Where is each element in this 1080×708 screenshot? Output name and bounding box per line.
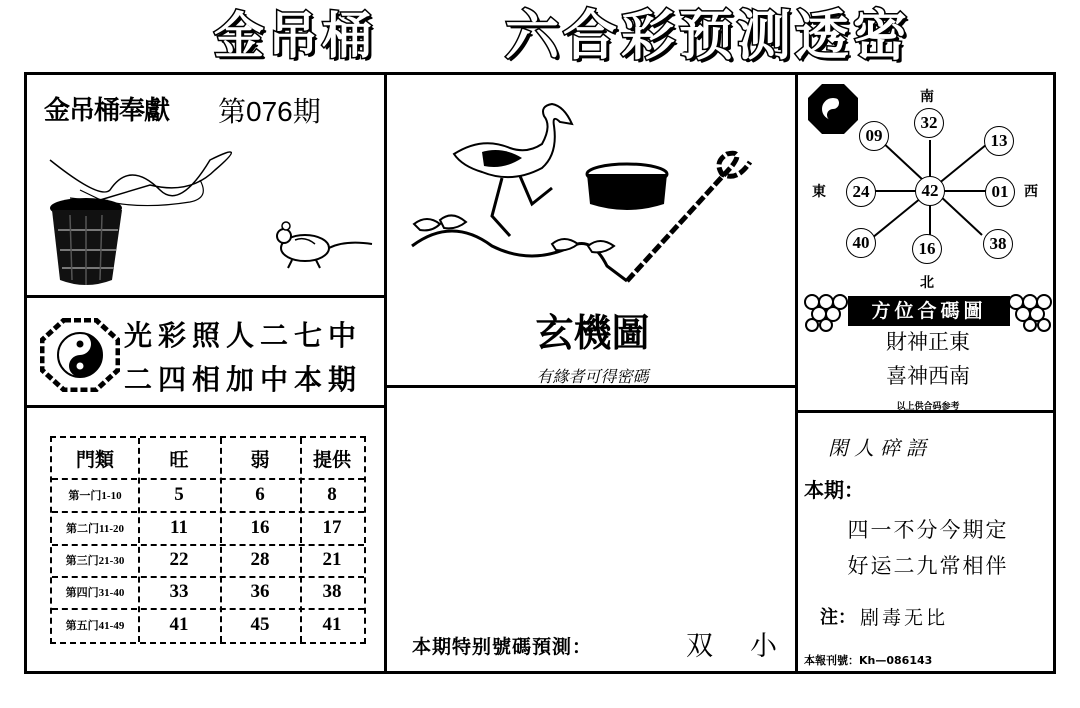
chat-title: 閑人碎語 (828, 436, 932, 460)
cell-value: 8 (327, 483, 337, 505)
direction-south-top: 南 (920, 89, 934, 105)
compass-top: 32 (914, 108, 944, 138)
header-provide: 提供 (312, 448, 351, 471)
poem-line-1: 光彩照人二七中 (124, 319, 363, 352)
divider-left-1 (24, 295, 386, 298)
compass-bottom-left: 40 (846, 228, 876, 258)
riddle-illustration (392, 96, 792, 296)
cell-value: 11 (170, 516, 188, 538)
fortune-banner: 方位合碼圖 (848, 296, 1010, 326)
divider-right (795, 72, 798, 674)
fortune-note: 以上供合码参考 (896, 402, 960, 412)
compass-top-left: 09 (859, 121, 889, 151)
poem-line-2: 二四相加中本期 (124, 363, 363, 396)
cell-value: 21 (322, 549, 342, 570)
cell-value: 33 (169, 581, 189, 602)
riddle-subtitle: 有緣者可得密碼 (536, 367, 649, 386)
compass-bottom: 16 (912, 234, 942, 264)
fortune-line-1: 財神正東 (886, 330, 970, 354)
cell-value: 22 (169, 549, 189, 570)
header-weak: 弱 (250, 448, 270, 471)
compass-top-right: 13 (984, 126, 1014, 156)
row-label: 第四门31-40 (65, 587, 125, 599)
cell-value: 5 (174, 483, 184, 505)
chat-label: 本期： (804, 478, 864, 502)
cell-value: 41 (322, 614, 342, 635)
compass-center: 42 (915, 176, 945, 206)
chat-line-2: 好运二九常相伴 (847, 554, 1009, 578)
chat-line-1: 四一不分今期定 (847, 518, 1009, 542)
riddle-title: 玄機圖 (535, 310, 650, 355)
sponsor-label: 金吊桶奉獻 (44, 96, 170, 126)
row-label: 第一门1-10 (68, 489, 122, 502)
divider-left (384, 72, 387, 674)
bagua-icon (40, 318, 120, 392)
compass-right: 01 (985, 177, 1015, 207)
prediction-even-odd: 双 (686, 631, 713, 662)
cell-value: 45 (250, 614, 270, 635)
prediction-size: 小 (750, 631, 777, 662)
cell-value: 36 (250, 581, 270, 602)
header-door-type: 門類 (75, 448, 114, 471)
chat-note-label: 注： (820, 607, 856, 628)
door-table (50, 436, 366, 644)
compass-left: 24 (846, 177, 876, 207)
cell-value: 6 (255, 483, 265, 505)
direction-east-left: 東 (812, 184, 826, 200)
paper-number: 本報刊號：Kh—086143 (804, 654, 933, 667)
direction-north-bottom: 北 (920, 275, 934, 291)
cell-value: 38 (322, 581, 342, 602)
header-strong: 旺 (169, 448, 189, 471)
cell-value: 17 (322, 516, 342, 538)
special-number-label: 本期特别號碼預測： (412, 636, 593, 658)
cell-value: 28 (250, 549, 270, 570)
chat-note: 剧毒无比 (860, 607, 949, 629)
issue-number: 第076期 (218, 96, 321, 127)
page-title: 六合彩预测透密 (505, 4, 911, 67)
row-label: 第三门21-30 (65, 555, 125, 567)
cell-value: 16 (250, 516, 270, 538)
divider-left-2 (24, 405, 386, 408)
compass-bottom-right: 38 (983, 229, 1013, 259)
row-label: 第二门11-20 (65, 522, 125, 535)
direction-west-right: 西 (1024, 184, 1038, 200)
row-label: 第五门41-49 (65, 620, 125, 632)
bucket-rat-illustration (40, 140, 380, 290)
brand-title: 金吊桶 (214, 7, 376, 65)
fortune-line-2: 喜神西南 (886, 364, 970, 388)
cell-value: 41 (169, 614, 189, 635)
